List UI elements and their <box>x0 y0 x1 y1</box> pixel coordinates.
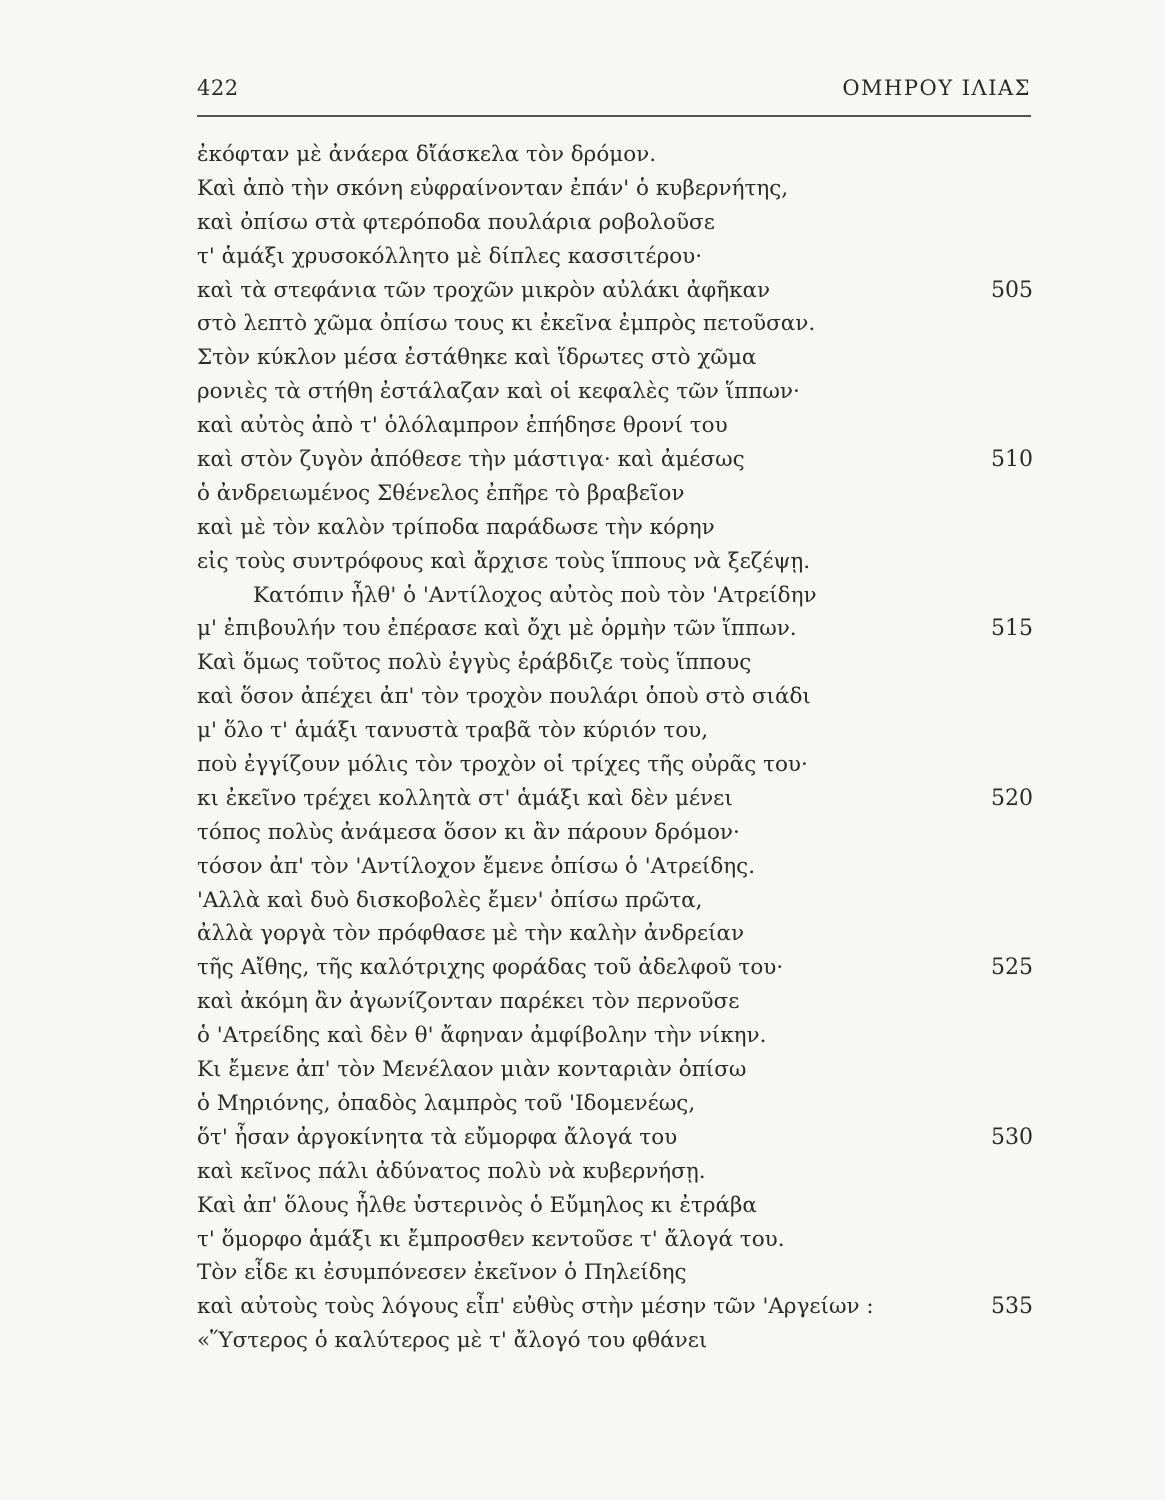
verse-line <box>197 917 1033 951</box>
verse-text: τόπος πολὺς ἀνάμεσα ὅσον κι ἂν πάρουν δρόμον· <box>197 819 740 845</box>
verse-line <box>197 850 1033 884</box>
verse-text: καὶ τὰ στεφάνια τῶν τροχῶν μικρὸν αὐλάκι ἀφῆκαν <box>197 277 771 303</box>
verse-text: στὸ λεπτὸ χῶμα ὀπίσω τους κι ἐκεῖνα ἐμπρὸς πετοῦσαν. <box>197 311 816 337</box>
verse-text: ἐκόφταν μὲ ἀνάερα δἴάσκελα τὸν δρόμον. <box>197 142 657 167</box>
line-number: 505 <box>991 277 1033 303</box>
poem-text <box>197 138 1033 1358</box>
verse-text: ποὺ ἐγγίζουν μόλις τὸν τροχὸν οἱ τρίχες τῆς οὐρᾶς του· <box>197 752 808 778</box>
verse-text: ὁ ἀνδρειωμένος Σθένελος ἐπῆρε τὸ βραβεῖον <box>197 480 685 506</box>
verse-line <box>197 1256 1033 1290</box>
verse-text: ρονιὲς τὰ στήθη ἐστάλαζαν καὶ οἱ κεφαλὲς τῶν ἵππων· <box>197 379 800 405</box>
verse-line <box>197 1121 1033 1155</box>
verse-line <box>197 443 1033 477</box>
verse-text: καὶ αὐτοὺς τοὺς λόγους εἶπ' εὐθὺς στὴν μέσην τῶν 'Αργείων : <box>197 1294 874 1320</box>
verse-text: Καὶ ἀπὸ τὴν σκόνη εὐφραίνονταν ἐπάν' ὁ κυβερνήτης, <box>197 175 789 201</box>
verse-text: Καὶ ὅμως τοῦτος πολὺ ἐγγὺς ἐράβδιζε τοὺς ἵππους <box>197 650 752 676</box>
verse-line <box>197 782 1033 816</box>
verse-text: 'Αλλὰ καὶ δυὸ δισκοβολὲς ἔμεν' ὀπίσω πρῶτα, <box>197 887 703 913</box>
verse-line <box>197 985 1033 1019</box>
verse-text: καὶ κεῖνος πάλι ἀδύνατος πολὺ νὰ κυβερνήσῃ. <box>197 1158 706 1184</box>
verse-line <box>197 409 1033 443</box>
line-number: 535 <box>991 1294 1033 1320</box>
verse-line <box>197 884 1033 918</box>
verse-line <box>197 714 1033 748</box>
verse-text: κι ἐκεῖνο τρέχει κολλητὰ στ' ἁμάξι καὶ δὲν μένει <box>197 785 733 811</box>
verse-line <box>197 1324 1033 1358</box>
verse-line <box>197 206 1033 240</box>
verse-line <box>197 274 1033 308</box>
verse-text: ἀλλὰ γοργὰ τὸν πρόφθασε μὲ τὴν καλὴν ἀνδρείαν <box>197 921 745 947</box>
verse-line <box>197 816 1033 850</box>
verse-text: τ' ἁμάξι χρυσοκόλλητο μὲ δίπλες κασσιτέρου· <box>197 243 703 269</box>
line-number: 510 <box>991 447 1033 473</box>
verse-text: μ' ὅλο τ' ἁμάξι τανυστὰ τραβᾶ τὸν κύριόν του, <box>197 718 709 744</box>
verse-text: Κι ἔμενε ἀπ' τὸν Μενέλαον μιὰν κονταριὰν ὀπίσω <box>197 1057 747 1083</box>
verse-text: μ' ἐπιβουλήν του ἐπέρασε καὶ ὄχι μὲ ὁρμὴν τῶν ἵππων. <box>197 616 797 642</box>
line-number: 525 <box>991 955 1033 981</box>
verse-line <box>197 1223 1033 1257</box>
verse-line <box>197 1019 1033 1053</box>
verse-line <box>197 138 1033 172</box>
verse-line <box>197 341 1033 375</box>
running-head: ΟΜΗΡΟΥ ΙΛΙΑΣ <box>842 76 1031 100</box>
verse-text: καὶ ὀπίσω στὰ φτερόποδα πουλάρια ροβολοῦσε <box>197 209 715 235</box>
verse-line <box>197 375 1033 409</box>
header-rule <box>197 115 1031 117</box>
verse-line <box>197 1290 1033 1324</box>
line-number: 530 <box>991 1124 1033 1150</box>
verse-line <box>197 1053 1033 1087</box>
verse-line <box>197 172 1033 206</box>
verse-text: τ' ὅμορφο ἁμάξι κι ἔμπροσθεν κεντοῦσε τ' ἄλογά του. <box>197 1226 785 1252</box>
verse-text: ὁ 'Ατρείδης καὶ δὲν θ' ἄφηναν ἀμφίβολην τὴν νίκην. <box>197 1023 767 1049</box>
verse-text: «Ὕστερος ὁ καλύτερος μὲ τ' ἄλογό του φθάνει <box>197 1328 708 1354</box>
verse-text: καὶ ἀκόμη ἂν ἀγωνίζονταν παρέκει τὸν περνοῦσε <box>197 989 740 1015</box>
verse-line <box>197 951 1033 985</box>
verse-text: τόσον ἀπ' τὸν 'Αντίλοχον ἔμενε ὀπίσω ὁ 'Ατρείδης. <box>197 853 756 879</box>
verse-text: Καὶ ἀπ' ὅλους ἦλθε ὑστερινὸς ὁ Εὔμηλος κι ἐτράβα <box>197 1192 757 1218</box>
verse-text: εἰς τοὺς συντρόφους καὶ ἄρχισε τοὺς ἵππους νὰ ξεζέψῃ. <box>197 548 811 574</box>
verse-line <box>197 511 1033 545</box>
verse-line <box>197 612 1033 646</box>
page-number: 422 <box>197 76 239 100</box>
verse-line <box>197 307 1033 341</box>
verse-text: ὅτ' ἦσαν ἀργοκίνητα τὰ εὔμορφα ἄλογά του <box>197 1124 678 1150</box>
verse-text: Τὸν εἶδε κι ἐσυμπόνεσεν ἐκεῖνον ὁ Πηλείδης <box>197 1260 687 1286</box>
verse-line <box>197 680 1033 714</box>
verse-line <box>197 477 1033 511</box>
verse-line <box>197 1155 1033 1189</box>
verse-text: καὶ στὸν ζυγὸν ἀπόθεσε τὴν μάστιγα· καὶ ἀμέσως <box>197 447 745 473</box>
verse-line <box>197 579 1033 613</box>
verse-line <box>197 748 1033 782</box>
verse-text: καὶ αὐτὸς ἀπὸ τ' ὁλόλαμπρον ἐπήδησε θρονί του <box>197 413 728 439</box>
verse-line <box>197 1087 1033 1121</box>
line-number: 515 <box>991 616 1033 642</box>
verse-text: ὁ Μηριόνης, ὀπαδὸς λαμπρὸς τοῦ 'Ιδομενέως, <box>197 1090 696 1116</box>
verse-line <box>197 240 1033 274</box>
verse-text: καὶ μὲ τὸν καλὸν τρίποδα παράδωσε τὴν κόρην <box>197 514 715 540</box>
line-number: 520 <box>991 785 1033 811</box>
verse-text: Στὸν κύκλον μέσα ἐστάθηκε καὶ ἵδρωτες στὸ χῶμα <box>197 345 757 371</box>
verse-line <box>197 545 1033 579</box>
verse-line <box>197 646 1033 680</box>
verse-text: τῆς Αἴθης, τῆς καλότριχης φοράδας τοῦ ἀδελφοῦ του· <box>197 955 784 981</box>
verse-text: καὶ ὅσον ἀπέχει ἀπ' τὸν τροχὸν πουλάρι ὁποὺ στὸ σιάδι <box>197 684 811 710</box>
verse-line <box>197 1189 1033 1223</box>
verse-text: Κατόπιν ἦλθ' ὁ 'Αντίλοχος αὐτὸς ποὺ τὸν 'Ατρείδην <box>253 582 817 608</box>
